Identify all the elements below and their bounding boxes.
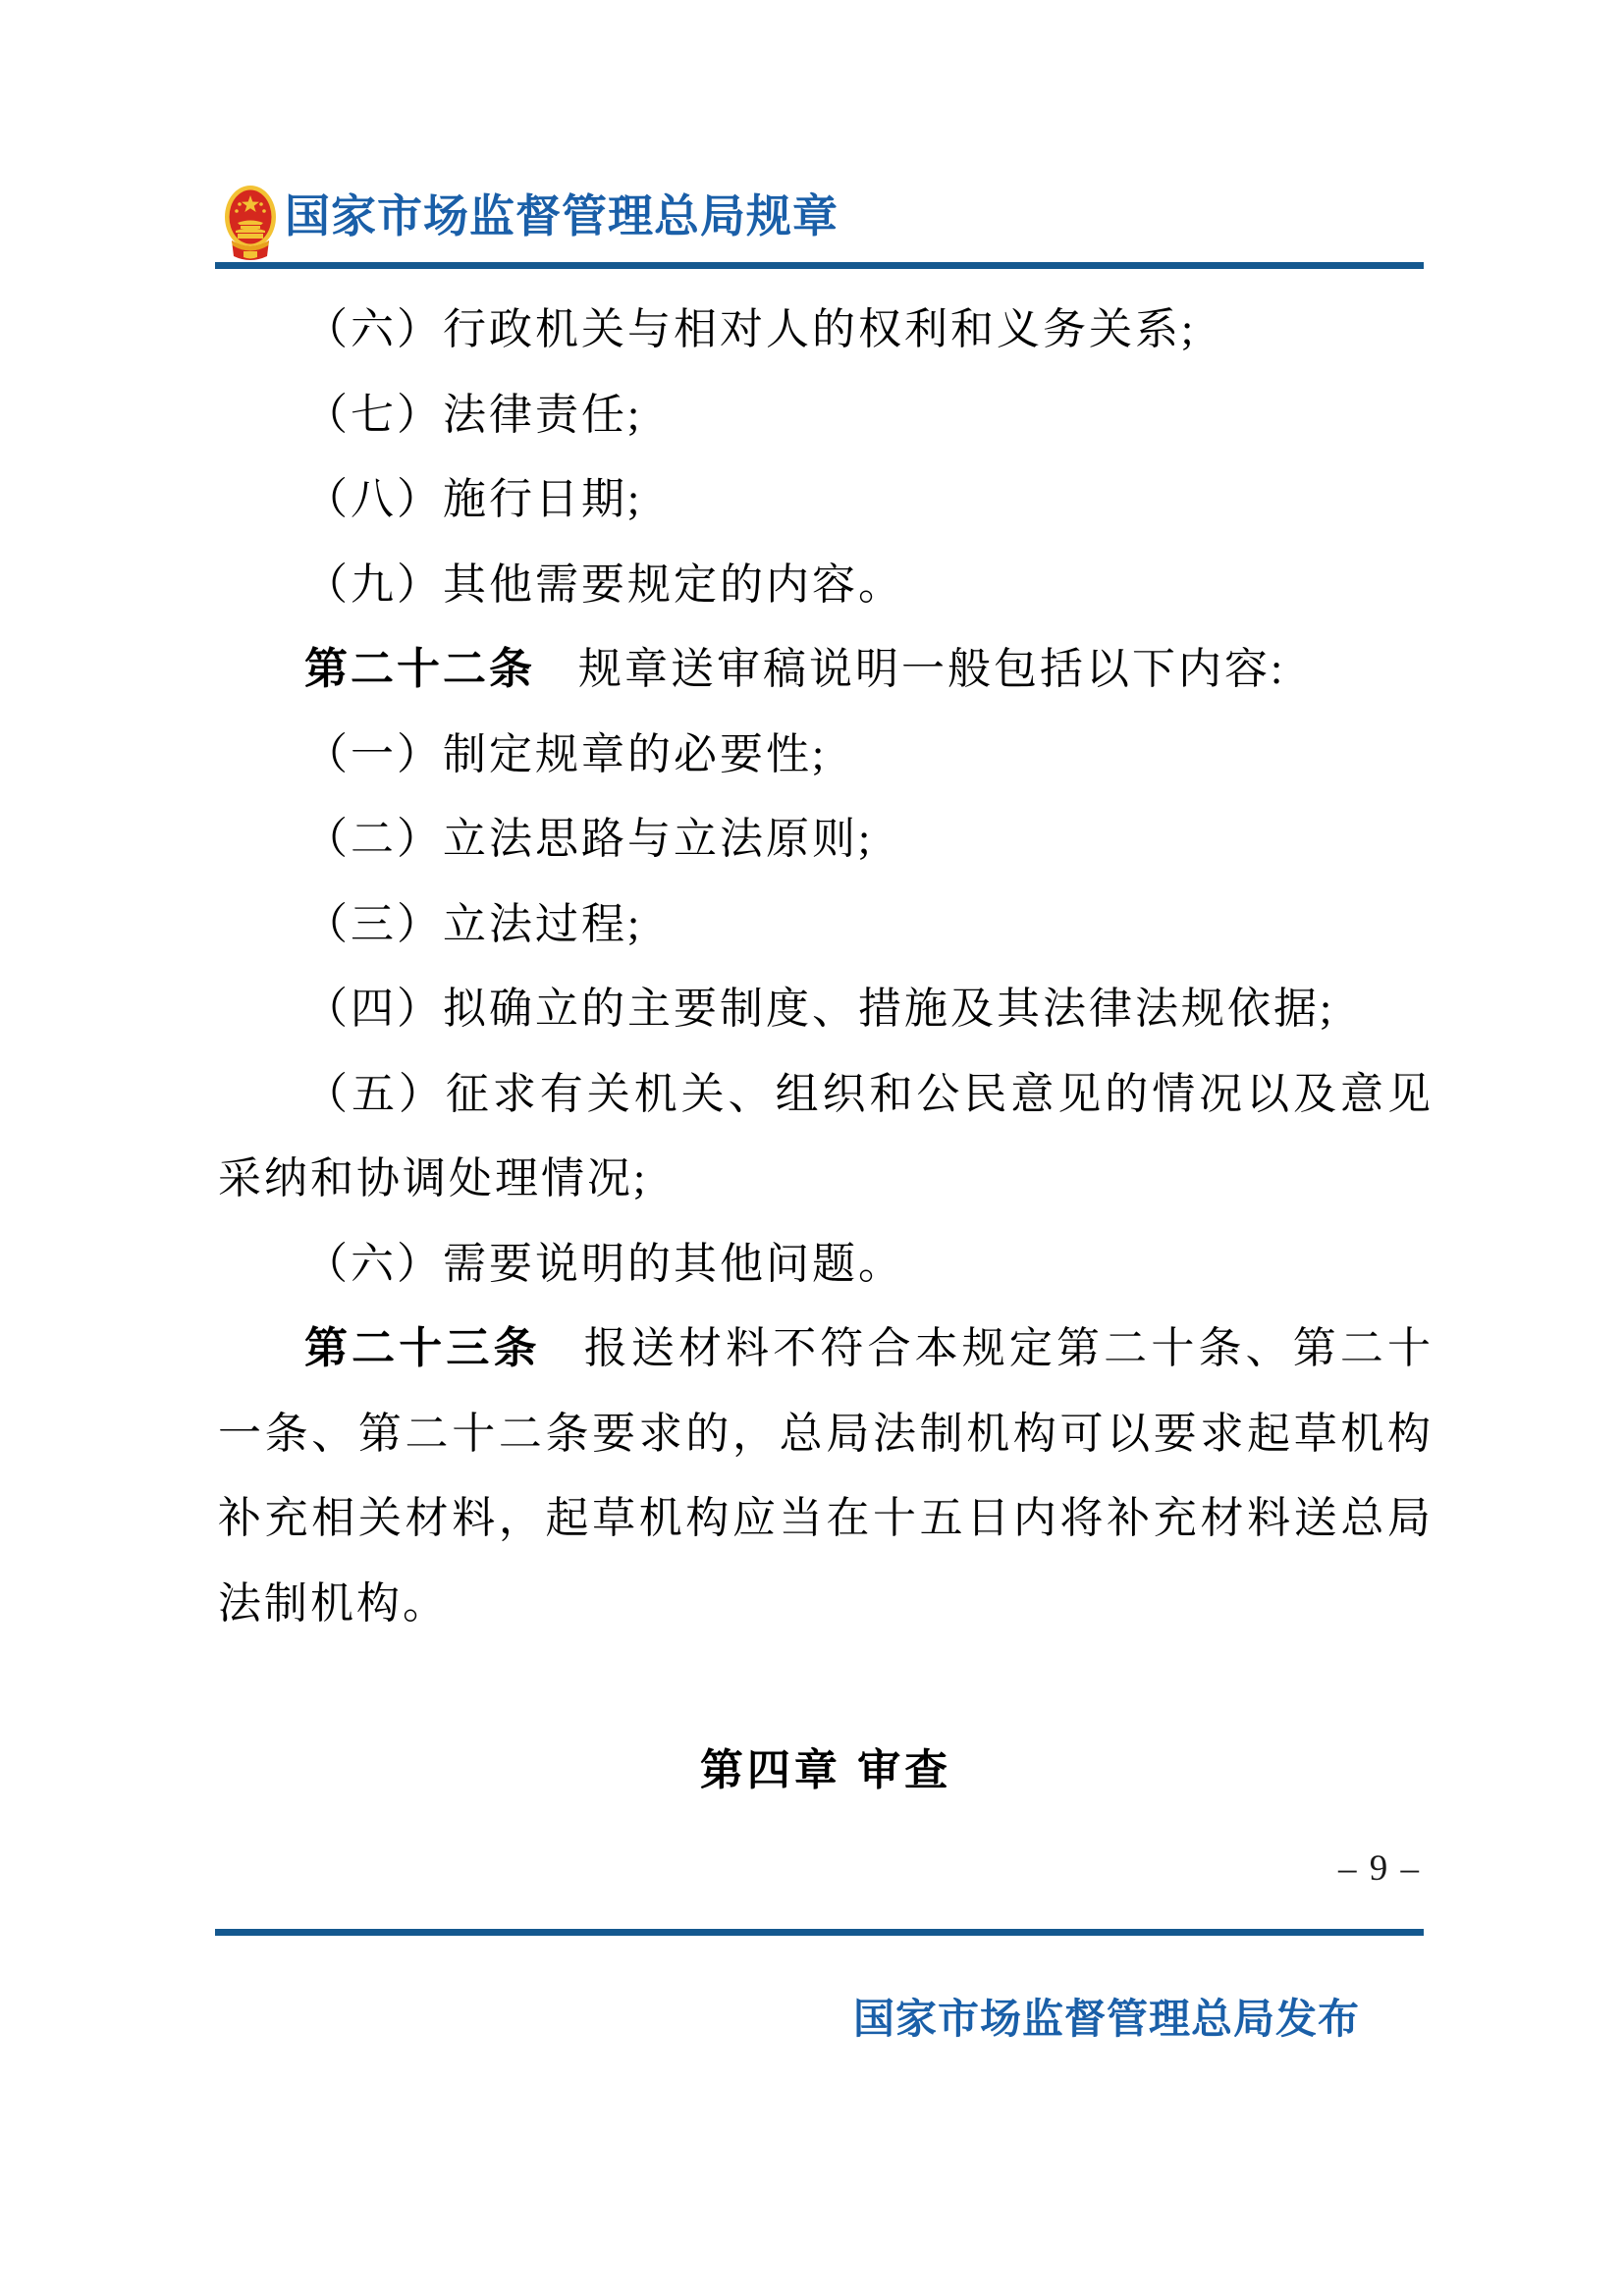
- paragraph: （九）其他需要规定的内容。: [304, 560, 904, 609]
- page-number: – 9 –: [1338, 1848, 1421, 1889]
- paragraph: （四）拟确立的主要制度、措施及其法律法规依据;: [304, 985, 1335, 1033]
- document-body: [218, 288, 1434, 1646]
- footer-rule: [215, 1929, 1424, 1936]
- paragraph: 第二十三条 报送材料不符合本规定第二十条、第二十一条、第二十二条要求的，总局法制机构可以要求起草机构补充相关材料，起草机构应当在十五日内将补充材料送总局法制机构。: [218, 1324, 1435, 1628]
- article-number: 第二十二条: [304, 645, 535, 693]
- paragraph: （二）立法思路与立法原则;: [304, 815, 874, 863]
- paragraph: （六）行政机关与相对人的权利和义务关系;: [304, 305, 1197, 353]
- publisher-line: 国家市场监督管理总局发布: [852, 1998, 1360, 2043]
- paragraph: （三）立法过程;: [304, 899, 643, 948]
- paragraph: （一）制定规章的必要性;: [304, 729, 828, 778]
- paragraph: 第二十二条 规章送审稿说明一般包括以下内容:: [304, 645, 1286, 693]
- paragraph: （七）法律责任;: [304, 390, 643, 439]
- article-number: 第二十三条: [304, 1324, 541, 1372]
- national-emblem-icon: [224, 184, 277, 263]
- paragraph: （六）需要说明的其他问题。: [304, 1239, 904, 1288]
- header-rule: [215, 262, 1424, 269]
- paragraph: （五）征求有关机关、组织和公民意见的情况以及意见采纳和协调处理情况;: [218, 1069, 1434, 1202]
- paragraph: （八）施行日期;: [304, 475, 643, 523]
- header-title: 国家市场监督管理总局规章: [285, 191, 839, 241]
- chapter-heading: 第四章 审查: [699, 1746, 952, 1794]
